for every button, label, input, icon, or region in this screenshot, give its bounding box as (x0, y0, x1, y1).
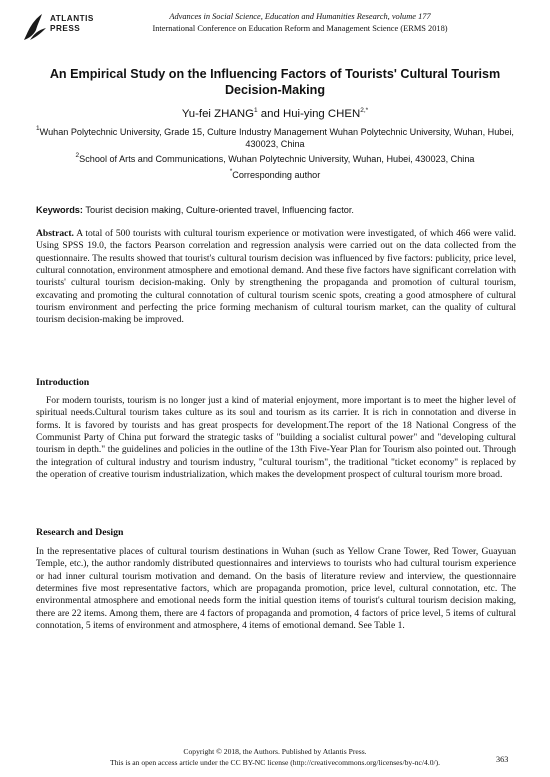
author-name: Yu-fei ZHANG (181, 108, 254, 120)
journal-title: Advances in Social Science, Education and Humanities Research, volume 177 (169, 12, 431, 21)
abstract-label: Abstract. (36, 228, 74, 239)
affiliation-text: School of Arts and Communications, Wuhan Polytechnic University, Wuhan, Hubei, 430023, China (79, 154, 475, 164)
corresponding-superscript: * (229, 168, 233, 175)
affiliation-superscript: 2 (75, 152, 80, 159)
paper-title: An Empirical Study on the Influencing Factors of Tourists' Cultural Tourism Decision-Making (49, 67, 501, 97)
research-design-paragraph: In the representative places of cultural tourism destinations in Wuhan (such as Yellow Crane Tower, Red Tower, Guayuan Temple, etc.), the author randomly distributed questionnaires and interviews to tourists who had cultural tourism experience or had inner cultural tourism motivation and demand. On the basis of literature review and interview, the questionnaire determines five most representative factors, which are propaganda promotion, price level, cultural connotation, etc. The environmental atmosphere and emotional needs form the initial question items of tourist's cultural tourism decision making, there are 22 items. Among them, there are 4 factors of propaganda and promotion, 4 factors of price level, 5 items of cultural connotation, 5 items of environment and atmosphere, 4 items of emotional demand. See Table 1. (36, 546, 516, 632)
author-superscript: 1 (254, 107, 258, 114)
keywords-text: Tourist decision making, Culture-oriented travel, Influencing factor. (85, 205, 354, 215)
abstract-text: A total of 500 tourists with cultural tourism experience or motivation were investigated, of which 466 were valid. Using SPSS 19.0, the factors Pearson correlation and regression analysis were carried out on the data collected from the questionnaire. The results showed that tourist's cultural tourism decision was influenced by five factors: publicity, price level, cultural connotation, environment atmosphere and emotional demand. And these five factors have significant correlation with tourists' cultural tourism decision-making. Only by strengthening the propaganda and promotion of cultural tourism, excavating and promoting the cultural connotation of cultural tourism scenic spots, creating a good atmosphere of cultural tourism environment and perfecting the price forming mechanism of cultural tourism market, can the quality of cultural tourism decision-making be improved. (36, 228, 516, 326)
logo-line-1: ATLANTIS (50, 14, 94, 23)
section-heading-introduction: Introduction (36, 377, 90, 388)
abstract (36, 228, 516, 327)
affiliation-superscript: 1 (36, 125, 40, 132)
page-number: 363 (496, 755, 509, 764)
introduction-paragraph: For modern tourists, tourism is no longer just a kind of material enjoyment, more important is to meet the higher level of spiritual needs.Cultural tourism takes culture as its soul and tourism as its carrier. It is rich in connotation and diverse in forms. It is favored by tourists and has great prospects for development.The report of the 18 National Congress of the Communist Party of China put forward the strategic tasks of "building a socialist cultural power" and "developing cultural tourism in depth." the guidelines and policies in the outline of the 13th Five-Year Plan for Tourism also pointed out. Through the integration of cultural industry and tourism industry, "cultural tourism", the traditional "ticket economy" is replaced by the operation of creative tourism industrialization, which makes the development prospect of cultural tourism more broad. (36, 395, 516, 481)
affiliation (30, 127, 520, 150)
author-list (0, 108, 550, 120)
affiliation (20, 154, 530, 166)
keywords-label: Keywords: (36, 205, 83, 215)
author-joiner: and (260, 108, 280, 120)
author-superscript: 2,* (360, 107, 369, 114)
affiliation-text: Wuhan Polytechnic University, Grade 15, Culture Industry Management Wuhan Polytechnic University, Wuhan, Hubei, 430023, China (39, 127, 514, 149)
logo-line-2: PRESS (50, 24, 81, 33)
keywords (36, 205, 516, 215)
corresponding-text: Corresponding author (232, 170, 321, 180)
author-name: Hui-ying CHEN (282, 108, 361, 120)
section-heading-research-design: Research and Design (36, 527, 124, 538)
copyright-notice: Copyright © 2018, the Authors. Published by Atlantis Press. (183, 747, 367, 756)
conference-name: International Conference on Education Reform and Management Science (ERMS 2018) (152, 24, 448, 33)
license-notice: This is an open access article under the CC BY-NC license (http://creativecommons.org/licenses/by-nc/4.0/). (109, 758, 441, 767)
corresponding-author-note (30, 170, 520, 182)
